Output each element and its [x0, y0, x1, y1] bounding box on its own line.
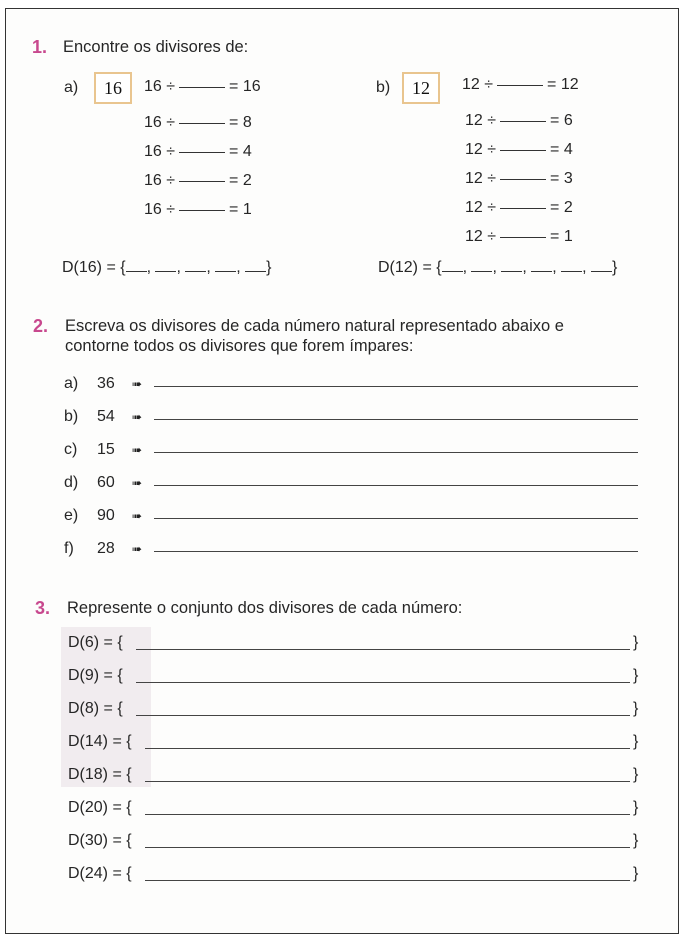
answer-blank[interactable] — [245, 270, 266, 272]
answer-blank[interactable] — [155, 270, 176, 272]
answer-line[interactable] — [154, 485, 638, 486]
arrow-icon: ➠ — [132, 410, 143, 424]
division-row: 12 ÷ = 2 — [465, 199, 573, 216]
answer-blank[interactable] — [126, 270, 147, 272]
exercise-2-item-value: 60 — [97, 474, 115, 491]
exercise-3-label: D(20) = { — [68, 799, 132, 816]
exercise-3-label: D(8) = { — [68, 700, 123, 717]
exercise-2-item-value: 28 — [97, 540, 115, 557]
answer-line[interactable] — [154, 386, 638, 387]
answer-line[interactable] — [154, 419, 638, 420]
answer-blank[interactable] — [179, 86, 225, 88]
answer-line[interactable] — [136, 715, 630, 716]
arrow-icon: ➠ — [132, 509, 143, 523]
answer-blank[interactable] — [500, 207, 546, 209]
answer-line[interactable] — [145, 748, 630, 749]
answer-line[interactable] — [136, 649, 630, 650]
division-row: 16 ÷ = 16 — [144, 78, 261, 95]
closing-brace: } — [633, 667, 639, 684]
answer-blank[interactable] — [179, 180, 225, 182]
exercise-1b-letter: b) — [376, 79, 391, 96]
arrow-icon: ➠ — [132, 377, 143, 391]
exercise-2-item-value: 90 — [97, 507, 115, 524]
answer-blank[interactable] — [179, 209, 225, 211]
exercise-2-item-letter: a) — [64, 375, 79, 392]
answer-blank[interactable] — [500, 149, 546, 151]
closing-brace: } — [633, 733, 639, 750]
exercise-1-statement: Encontre os divisores de: — [63, 38, 249, 56]
answer-line[interactable] — [154, 551, 638, 552]
division-row: 16 ÷ = 4 — [144, 143, 252, 160]
exercise-2-item-value: 36 — [97, 375, 115, 392]
closing-brace: } — [633, 634, 639, 651]
answer-line[interactable] — [145, 880, 630, 881]
worksheet-page — [5, 8, 679, 934]
division-row: 16 ÷ = 2 — [144, 172, 252, 189]
closing-brace: } — [633, 865, 639, 882]
answer-blank[interactable] — [471, 270, 492, 272]
arrow-icon: ➠ — [132, 476, 143, 490]
divisor-set-12: D(12) = { , , , , , } — [378, 259, 618, 276]
closing-brace: } — [633, 799, 639, 816]
answer-line[interactable] — [154, 452, 638, 453]
answer-blank[interactable] — [500, 178, 546, 180]
exercise-3-label: D(18) = { — [68, 766, 132, 783]
answer-blank[interactable] — [215, 270, 236, 272]
answer-blank[interactable] — [500, 236, 546, 238]
exercise-1b-number-box: 12 — [402, 72, 440, 104]
exercise-2-item-letter: b) — [64, 408, 79, 425]
answer-blank[interactable] — [185, 270, 206, 272]
answer-blank[interactable] — [500, 120, 546, 122]
division-row: 12 ÷ = 1 — [465, 228, 573, 245]
division-row: 16 ÷ = 1 — [144, 201, 252, 218]
closing-brace: } — [633, 700, 639, 717]
exercise-2-statement-line-1: Escreva os divisores de cada número natural representado abaixo e — [65, 317, 564, 335]
exercise-2-item-value: 15 — [97, 441, 115, 458]
answer-blank[interactable] — [442, 270, 463, 272]
exercise-3-label: D(6) = { — [68, 634, 123, 651]
answer-line[interactable] — [136, 682, 630, 683]
division-row: 12 ÷ = 4 — [465, 141, 573, 158]
exercise-2-item-letter: e) — [64, 507, 79, 524]
closing-brace: } — [633, 832, 639, 849]
answer-blank[interactable] — [561, 270, 582, 272]
exercise-3-label: D(30) = { — [68, 832, 132, 849]
exercise-3-statement: Represente o conjunto dos divisores de cada número: — [67, 599, 463, 617]
answer-line[interactable] — [145, 781, 630, 782]
answer-blank[interactable] — [497, 84, 543, 86]
answer-blank[interactable] — [591, 270, 612, 272]
answer-blank[interactable] — [179, 151, 225, 153]
answer-blank[interactable] — [531, 270, 552, 272]
answer-line[interactable] — [145, 847, 630, 848]
division-row: 12 ÷ = 3 — [465, 170, 573, 187]
exercise-1a-number-box: 16 — [94, 72, 132, 104]
exercise-2-item-letter: d) — [64, 474, 79, 491]
exercise-1-number: 1. — [32, 37, 48, 57]
answer-line[interactable] — [145, 814, 630, 815]
exercise-3-number: 3. — [35, 598, 51, 618]
divisor-set-16: D(16) = { , , , , } — [62, 259, 272, 276]
arrow-icon: ➠ — [132, 443, 143, 457]
exercise-3-label: D(9) = { — [68, 667, 123, 684]
division-row: 12 ÷ = 6 — [465, 112, 573, 129]
exercise-2-statement-line-2: contorne todos os divisores que forem ímpares: — [65, 337, 414, 355]
exercise-1a-letter: a) — [64, 79, 79, 96]
division-row: 16 ÷ = 8 — [144, 114, 252, 131]
closing-brace: } — [633, 766, 639, 783]
division-row: 12 ÷ = 12 — [462, 76, 579, 93]
exercise-3-label: D(14) = { — [68, 733, 132, 750]
exercise-2-item-value: 54 — [97, 408, 115, 425]
exercise-2-number: 2. — [33, 316, 49, 336]
answer-blank[interactable] — [501, 270, 522, 272]
exercise-3-label: D(24) = { — [68, 865, 132, 882]
arrow-icon: ➠ — [132, 542, 143, 556]
answer-line[interactable] — [154, 518, 638, 519]
exercise-2-item-letter: f) — [64, 540, 74, 557]
exercise-2-item-letter: c) — [64, 441, 78, 458]
answer-blank[interactable] — [179, 122, 225, 124]
